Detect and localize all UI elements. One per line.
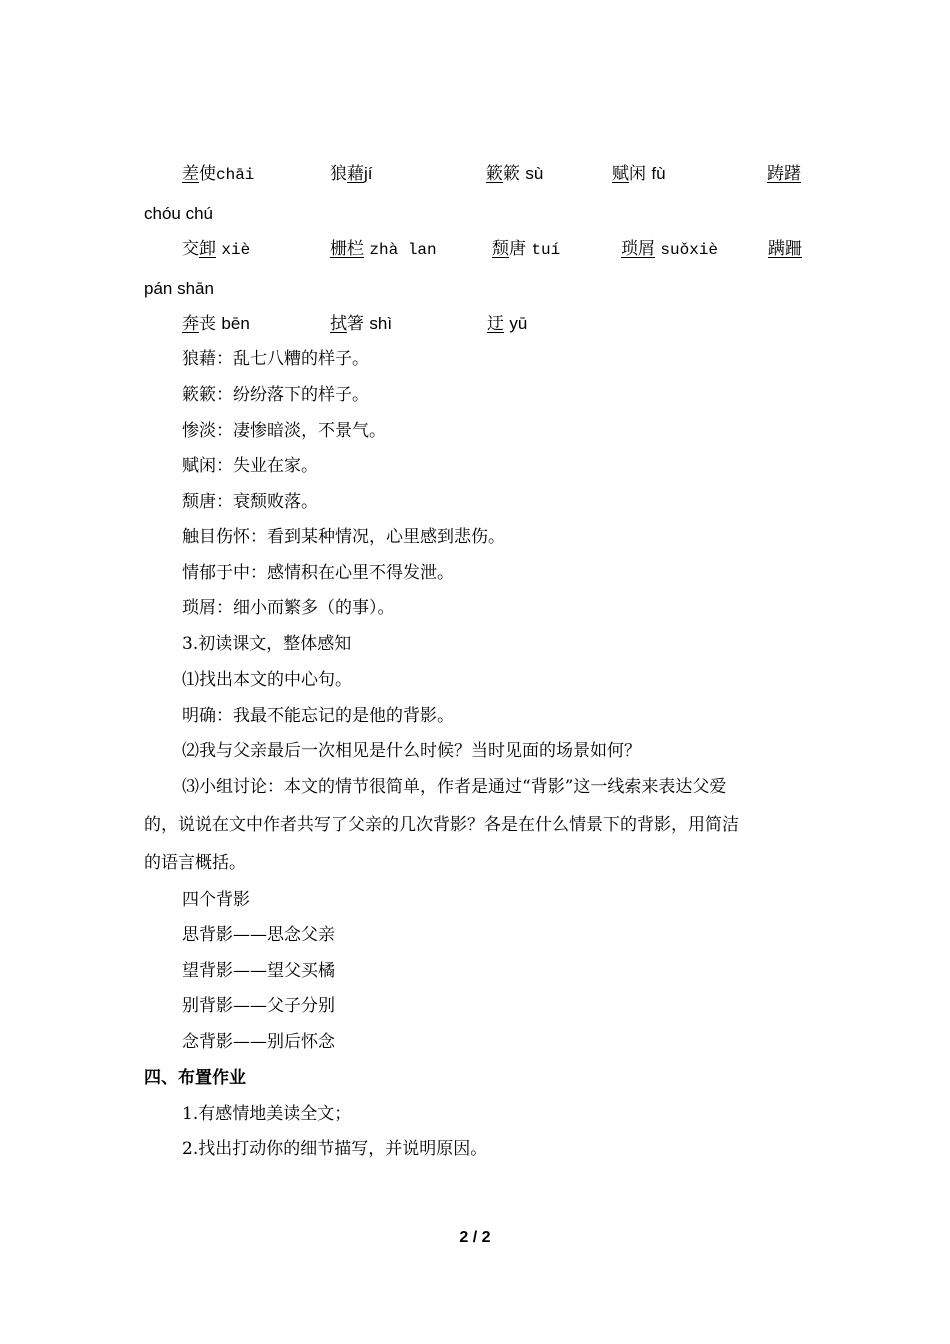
back-item: 别背影——父子分别 (182, 996, 335, 1016)
section-title: 3.初读课文，整体感知 (182, 634, 352, 654)
vocab-word: 踌躇 (767, 164, 801, 184)
question-3-line-1: ⑶小组讨论：本文的情节很简单，作者是通过“背影”这一线索来表达父爱 (182, 777, 727, 797)
definition-line: 狼藉：乱七八糟的样子。 (182, 349, 369, 369)
vocab-item-chaishi (182, 163, 254, 186)
vocab-rest: 丧 (199, 314, 216, 334)
vocab-rest: 使 (199, 164, 216, 184)
vocab-rest: 箸 (347, 314, 364, 334)
question-2: ⑵我与父亲最后一次相见是什么时候？当时见面的场景如何？ (182, 741, 641, 761)
vocab-word: 迂 (487, 314, 504, 334)
vocab-item-fuxian (612, 163, 666, 185)
vocab-word: 赋 (612, 164, 629, 184)
vocab-item-suoxie (621, 238, 718, 261)
vocab-item-zhalan (330, 238, 437, 261)
vocab-rest: 狼 (330, 164, 347, 184)
vocab-word: 差 (182, 164, 199, 184)
homework-item: 1.有感情地美读全文； (182, 1104, 352, 1124)
question-1: ⑴找出本文的中心句。 (182, 670, 352, 690)
vocab-pinyin: xiè (221, 241, 251, 259)
question-3-line-3: 的语言概括。 (144, 853, 246, 873)
vocab-word: 琐屑 (621, 239, 655, 259)
vocab-item-bensang (182, 313, 250, 335)
vocab-pinyin: chāi (216, 166, 255, 184)
definition-line: 惨淡：凄惨暗淡，不景气。 (182, 421, 386, 441)
vocab-word: 蹒跚 (768, 239, 802, 259)
vocab-rest: 闲 (629, 164, 646, 184)
vocab-pinyin-continued: chóu chú (144, 204, 213, 223)
vocab-item-susu (486, 163, 543, 185)
vocab-item-chouchu (767, 163, 801, 185)
vocab-pinyin: jí (364, 164, 373, 183)
vocab-word: 簌 (486, 164, 503, 184)
vocab-pinyin: sù (525, 164, 544, 183)
vocab-pinyin: fù (651, 164, 666, 183)
vocab-pinyin: zhà lan (369, 241, 437, 259)
homework-item: 2.找出打动你的细节描写，并说明原因。 (182, 1139, 488, 1159)
back-item: 念背影——别后怀念 (182, 1032, 335, 1052)
vocab-pinyin: tuí (531, 241, 561, 259)
vocab-item-shizhu (330, 313, 392, 335)
vocab-rest: 唐 (509, 239, 526, 259)
vocab-item-jiaoxie (182, 238, 250, 261)
vocab-item-langji (330, 163, 373, 185)
vocab-pinyin: shì (369, 314, 393, 333)
vocab-item-yu (487, 313, 527, 335)
vocab-pinyin: bēn (221, 314, 250, 333)
vocab-word: 颓 (492, 239, 509, 259)
definition-line: 赋闲：失业在家。 (182, 456, 318, 476)
vocab-word: 卸 (199, 239, 216, 259)
homework-heading: 四、布置作业 (144, 1068, 246, 1088)
four-backs-title: 四个背影 (182, 890, 250, 910)
definition-line: 触目伤怀：看到某种情况，心里感到悲伤。 (182, 527, 505, 547)
vocab-word: 栅栏 (330, 239, 364, 259)
answer-1: 明确：我最不能忘记的是他的背影。 (182, 706, 454, 726)
vocab-word: 藉 (347, 164, 364, 184)
vocab-pinyin: suǒxiè (660, 241, 719, 259)
question-3-line-2: 的，说说在文中作者共写了父亲的几次背影？各是在什么情景下的背影，用简洁 (144, 815, 739, 835)
vocab-item-tuitang (492, 238, 560, 261)
definition-line: 情郁于中：感情积在心里不得发泄。 (182, 563, 454, 583)
vocab-rest: 交 (182, 239, 199, 259)
vocab-word: 拭 (330, 314, 347, 334)
vocab-word: 奔 (182, 314, 199, 334)
back-item: 思背影——思念父亲 (182, 925, 335, 945)
definition-line: 簌簌：纷纷落下的样子。 (182, 385, 369, 405)
vocab-pinyin: yū (509, 314, 528, 333)
vocab-rest: 簌 (503, 164, 520, 184)
definition-line: 颓唐：衰颓败落。 (182, 492, 318, 512)
page-number: 2 / 2 (459, 1229, 491, 1246)
definition-line: 琐屑：细小而繁多（的事）。 (182, 598, 395, 618)
vocab-pinyin-continued: pán shān (144, 279, 214, 298)
vocab-item-panshan (768, 238, 802, 260)
back-item: 望背影——望父买橘 (182, 961, 335, 981)
